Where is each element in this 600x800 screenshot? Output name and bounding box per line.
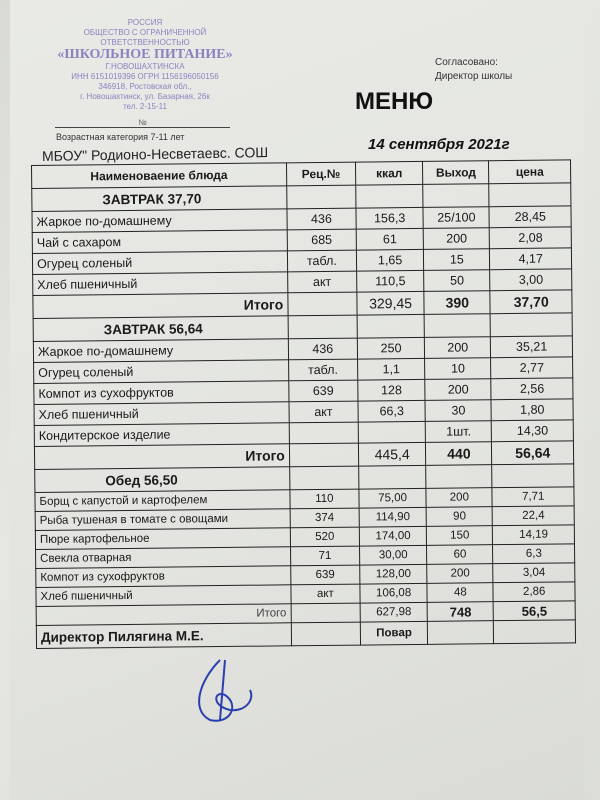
cell-output: 748	[427, 602, 493, 622]
cell-price: 14,19	[493, 525, 575, 545]
stamp-line: 346918, Ростовская обл.,	[98, 82, 192, 91]
empty-cell	[289, 466, 359, 490]
cell-name: Жаркое по-домашнему	[32, 209, 287, 233]
cell-price: 14,30	[492, 420, 574, 442]
menu-table	[31, 159, 576, 649]
cell-kcal	[358, 421, 425, 443]
cell-recipe: 685	[287, 229, 356, 251]
cell-recipe: акт	[289, 401, 358, 423]
stamp-line: ОБЩЕСТВО С ОГРАНИЧЕННОЙ	[83, 28, 207, 37]
cell-output: 25/100	[423, 207, 489, 229]
cell-output: 200	[427, 564, 493, 584]
cell-name: Огурец соленый	[32, 251, 287, 275]
cell-kcal: 1,65	[356, 249, 423, 271]
stamp-line: ОТВЕТСТВЕННОСТЬЮ	[100, 38, 190, 47]
cell-kcal: 61	[356, 228, 423, 250]
cell-name: Хлеб пшеничный	[34, 402, 289, 426]
approval-block	[435, 56, 512, 84]
cell-recipe	[289, 422, 358, 444]
cell-price: 4,17	[490, 248, 572, 270]
cell-recipe: акт	[291, 584, 360, 604]
cell-price: 7,71	[492, 487, 574, 507]
cell-output: 150	[427, 526, 493, 546]
cell-recipe: 520	[290, 527, 359, 547]
cell-recipe	[288, 292, 358, 316]
cell-name: Борщ с капустой и картофелем	[35, 490, 290, 512]
empty-cell	[489, 183, 571, 207]
empty-cell	[423, 184, 489, 208]
cell-name: Жаркое по-домашнему	[33, 339, 288, 363]
cell-output: 30	[425, 400, 491, 422]
cell-output: 48	[427, 583, 493, 603]
cell-name: Кондитерское изделие	[34, 423, 289, 447]
cell-output	[428, 621, 494, 645]
cell-recipe: акт	[287, 271, 356, 293]
cell-recipe: табл.	[288, 359, 357, 381]
cell-name: Хлеб пшеничный	[36, 585, 291, 607]
signature-row	[36, 620, 575, 649]
col-header-name: Наименоваение блюда	[32, 163, 287, 189]
cell-kcal: Повар	[360, 621, 427, 645]
empty-cell	[356, 184, 423, 208]
empty-cell	[424, 314, 490, 338]
cell-kcal: 329,45	[357, 291, 424, 315]
cell-price	[494, 620, 576, 644]
cell-price: 3,00	[490, 269, 572, 291]
cell-price: 56,5	[494, 601, 576, 621]
school-name: МБОУ" Родионо-Несветаевс. СОШ	[41, 144, 269, 164]
cell-price: 37,70	[490, 290, 572, 314]
col-header-price: цена	[489, 160, 571, 184]
cell-price: 1,80	[491, 399, 573, 421]
cell-output: 200	[426, 488, 492, 508]
cell-kcal: 156,3	[356, 207, 423, 229]
cell-output: 1шт.	[425, 421, 491, 443]
cell-kcal: 1,1	[358, 358, 425, 380]
cell-recipe: 639	[290, 565, 359, 585]
cell-kcal: 128	[358, 379, 425, 401]
cell-output: 50	[424, 270, 490, 292]
cell-kcal: 106,08	[360, 583, 427, 603]
company-stamp	[50, 18, 240, 112]
cell-kcal: 128,00	[360, 564, 427, 584]
cell-name: Хлеб пшеничный	[33, 272, 288, 296]
cell-kcal: 627,98	[360, 602, 427, 622]
cell-kcal: 250	[357, 337, 424, 359]
cell-price: 22,4	[493, 506, 575, 526]
cell-recipe	[291, 622, 361, 646]
approver-title: Директор школы	[435, 71, 513, 82]
cell-output: 440	[426, 442, 492, 466]
cell-price: 2,56	[491, 378, 573, 400]
cell-recipe: 110	[290, 489, 359, 509]
section-title: ЗАВТРАК 56,64	[33, 316, 288, 342]
cell-output: 200	[425, 337, 491, 359]
cell-recipe	[289, 443, 359, 467]
page-title: МЕНЮ	[355, 88, 434, 115]
cell-price: 56,64	[492, 441, 574, 465]
section-title: ЗАВТРАК 37,70	[32, 186, 287, 212]
empty-cell	[426, 465, 492, 489]
menu-date: 14 сентября 2021г	[368, 136, 510, 153]
cell-kcal: 30,00	[360, 545, 427, 565]
stamp-line: г. Новошахтинск, ул. Базарная, 26к	[80, 92, 210, 101]
age-category: Возрастная категория 7-11 лет	[56, 132, 185, 142]
empty-cell	[357, 314, 424, 338]
cell-price: 2,86	[493, 582, 575, 602]
cell-recipe: 639	[288, 380, 357, 402]
cell-recipe	[291, 603, 360, 623]
cell-output: 15	[424, 249, 490, 271]
cell-price: 28,45	[489, 206, 571, 228]
empty-cell	[359, 465, 426, 489]
cell-recipe: 436	[288, 338, 357, 360]
empty-cell	[288, 315, 358, 339]
cell-output: 90	[426, 507, 492, 527]
col-header-output: Выход	[423, 161, 489, 185]
cell-output: 390	[424, 291, 490, 315]
stamp-line: РОССИЯ	[127, 18, 163, 27]
cell-recipe: 436	[287, 208, 356, 230]
cell-price: 2,08	[490, 227, 572, 249]
cell-name: Чай с сахаром	[32, 230, 287, 254]
cell-output: 200	[425, 379, 491, 401]
cell-recipe: 71	[290, 546, 359, 566]
stamp-line: Г.НОВОШАХТИНСКА	[105, 62, 185, 71]
cell-name: Компот из сухофруктов	[34, 381, 289, 405]
cell-price: 3,04	[493, 563, 575, 583]
cell-name: Компот из сухофруктов	[36, 566, 291, 588]
cell-recipe: 374	[290, 508, 359, 528]
empty-cell	[492, 464, 574, 488]
cell-kcal: 114,90	[359, 507, 426, 527]
approval-label: Согласовано:	[435, 57, 498, 68]
cell-recipe: табл.	[287, 250, 356, 272]
stamp-line: ИНН 6151019396 ОГРН 1156196050156	[71, 72, 219, 81]
cell-kcal: 75,00	[359, 488, 426, 508]
cell-price: 35,21	[491, 336, 573, 358]
empty-cell	[286, 185, 356, 209]
number-line: №	[55, 118, 230, 128]
cell-kcal: 110,5	[357, 270, 424, 292]
cell-name: Огурец соленый	[34, 360, 289, 384]
cell-price: 2,77	[491, 357, 573, 379]
director-signature	[180, 650, 270, 730]
cell-price: 6,3	[493, 544, 575, 564]
cell-name: Итого	[36, 604, 291, 626]
cell-name: Свекла отварная	[36, 547, 291, 569]
stamp-company-name: «ШКОЛЬНОЕ ПИТАНИЕ»	[57, 47, 233, 62]
cell-output: 60	[427, 545, 493, 565]
stamp-line: тел. 2-15-11	[123, 102, 167, 111]
cell-name: Итого	[34, 444, 289, 470]
cell-name: Итого	[33, 293, 288, 319]
col-header-recipe: Рец.№	[286, 162, 356, 186]
cell-output: 10	[425, 358, 491, 380]
empty-cell	[491, 313, 573, 337]
section-title: Обед 56,50	[35, 467, 290, 493]
cell-name: Рыба тушеная в томате с овощами	[35, 509, 290, 531]
cell-name: Директор Пилягина М.Е.	[36, 623, 291, 649]
cell-kcal: 66,3	[358, 400, 425, 422]
col-header-kcal: ккал	[355, 161, 422, 185]
cell-name: Пюре картофельное	[35, 528, 290, 550]
cell-kcal: 174,00	[359, 526, 426, 546]
cell-kcal: 445,4	[358, 442, 425, 466]
cell-output: 200	[423, 228, 489, 250]
